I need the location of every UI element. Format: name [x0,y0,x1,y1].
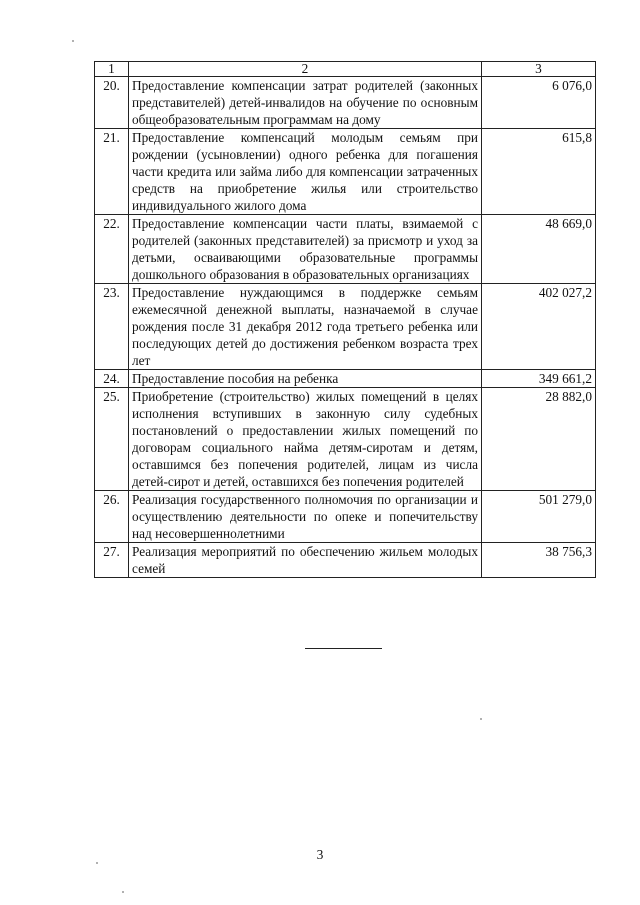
row-number: 27. [95,543,129,578]
scan-speck [96,862,98,864]
row-number: 24. [95,370,129,388]
row-amount: 615,8 [482,129,596,215]
row-amount: 501 279,0 [482,491,596,543]
row-number: 25. [95,388,129,491]
row-number: 21. [95,129,129,215]
table-row [95,491,596,543]
row-description: Реализация государственного полномочия по организации и осуществлению деятельности по опеке и попечительству над несовершеннолетними [129,491,482,543]
column-header-number: 1 [95,62,129,77]
row-description: Предоставление компенсации затрат родителей (законных представителей) детей-инвалидов на обучение по основным общеобразовательным программам на дому [129,77,482,129]
row-number: 20. [95,77,129,129]
row-number: 22. [95,215,129,284]
row-number: 26. [95,491,129,543]
row-description: Предоставление нуждающимся в поддержке семьям ежемесячной денежной выплаты, назначаемой в случае рождения после 31 декабря 2012 года третьего ребенка или последующих детей до достижения ребенком возраста трех лет [129,284,482,370]
row-number: 23. [95,284,129,370]
row-description: Предоставление компенсаций молодым семьям при рождении (усыновлении) одного ребенка для погашения части кредита или займа либо для компенсации затраченных средств на приобретение жилья или строительство индивидуального жилого дома [129,129,482,215]
table-row [95,215,596,284]
scan-speck [480,718,482,720]
table-row [95,129,596,215]
row-description: Предоставление пособия на ребенка [129,370,482,388]
row-description: Реализация мероприятий по обеспечению жильем молодых семей [129,543,482,578]
row-amount: 6 076,0 [482,77,596,129]
table-row [95,543,596,578]
column-header-amount: 3 [482,62,596,77]
column-header-description: 2 [129,62,482,77]
row-amount: 38 756,3 [482,543,596,578]
row-amount: 349 661,2 [482,370,596,388]
row-amount: 28 882,0 [482,388,596,491]
expenditure-table [94,61,596,578]
row-description: Приобретение (строительство) жилых помещений в целях исполнения вступивших в законную силу судебных постановлений о предоставлении жилых помещений по договорам социального найма детям-сиротам и детям, оставшимся без попечения родителей, лицам из числа детей-сирот и детей, оставшихся без попечения родителей [129,388,482,491]
row-amount: 402 027,2 [482,284,596,370]
scan-speck [122,891,124,893]
row-amount: 48 669,0 [482,215,596,284]
row-description: Предоставление компенсации части платы, взимаемой с родителей (законных представителей) за присмотр и уход за детьми, осваивающими образовательные программы дошкольного образования в образовательных организациях [129,215,482,284]
table-row [95,388,596,491]
table-row [95,370,596,388]
table-row [95,284,596,370]
header-row [95,62,596,77]
scan-speck [72,40,74,42]
table-row [95,77,596,129]
closing-rule [305,648,382,649]
page-number: 3 [316,847,324,862]
